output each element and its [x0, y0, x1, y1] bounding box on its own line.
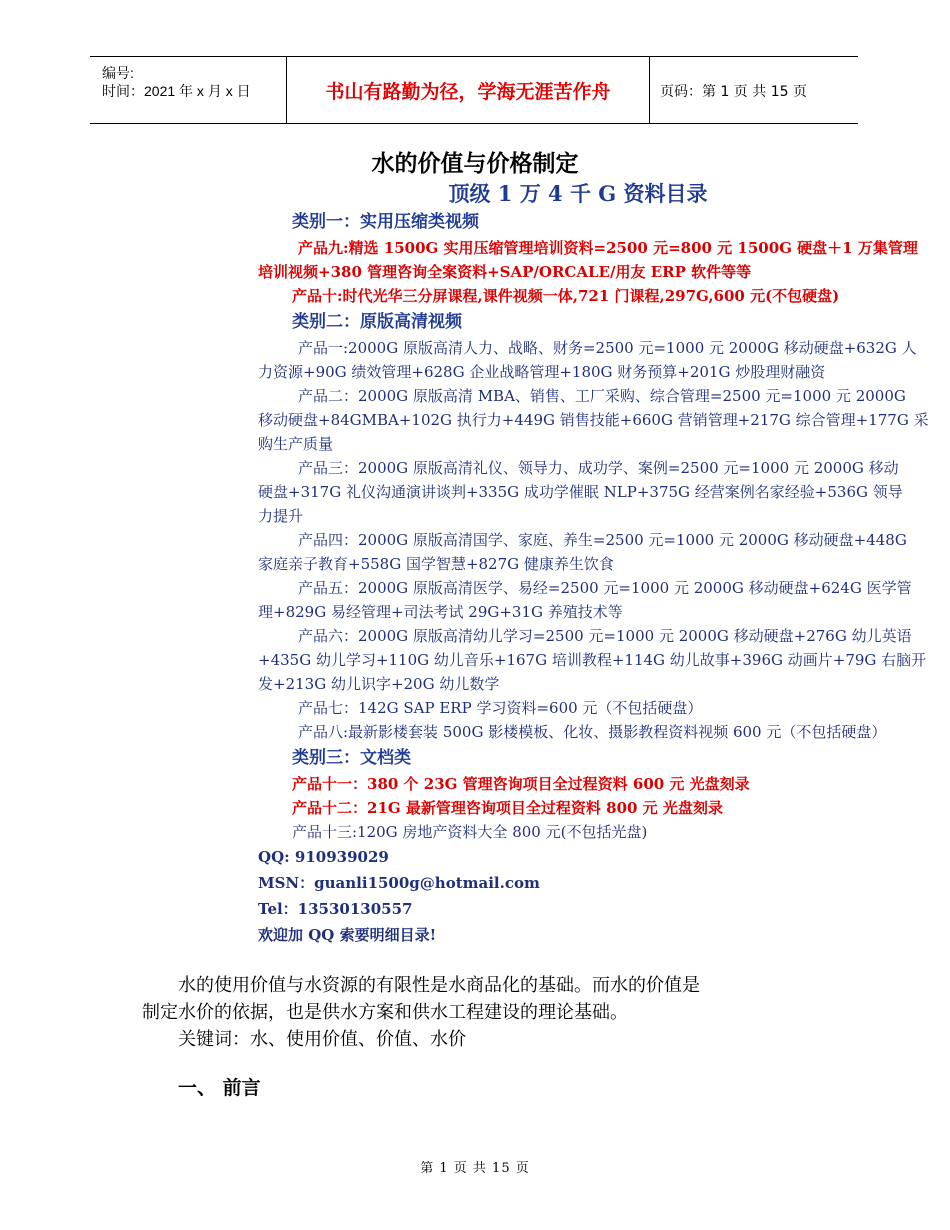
catalog-block [258, 178, 929, 948]
product-5-line-1: 产品五：2000G 原版高清医学、易经=2500 元=1000 元 2000G 移动硬盘+624G 医学管 [298, 579, 912, 597]
tel-contact: Tel：13530130557 [258, 900, 413, 918]
product-11: 产品十一：380 个 23G 管理咨询项目全过程资料 600 元 光盘刻录 [292, 775, 750, 793]
header-page-cell [650, 57, 858, 123]
product-6-line-2: +435G 幼儿学习+110G 幼儿音乐+167G 培训教程+114G 幼儿故事+396G 动画片+79G 右脑开 [258, 651, 927, 669]
motto: 书山有路勤为径，学海无涯苦作舟 [325, 81, 611, 103]
qq-contact: QQ: 910939029 [258, 848, 389, 866]
number-label: 编号: [102, 65, 134, 81]
product-3-line-2: 硬盘+317G 礼仪沟通演讲谈判+335G 成功学催眠 NLP+375G 经营案例名家经验+536G 领导 [258, 483, 903, 501]
product-1-line-1: 产品一:2000G 原版高清人力、战略、财务=2500 元=1000 元 2000G 移动硬盘+632G 人 [298, 339, 917, 357]
product-10: 产品十:时代光华三分屏课程,课件视频一体,721 门课程,297G,600 元(不包硬盘) [292, 287, 840, 305]
header-info-cell [90, 57, 287, 123]
section-heading-preface: 一、 前言 [178, 1077, 261, 1099]
category-3: 类别三：文档类 [292, 748, 411, 768]
catalog-title: 顶级 1 万 4 千 G 资料目录 [448, 181, 708, 206]
body-text [142, 972, 822, 1053]
paragraph-1-line-1: 水的使用价值与水资源的有限性是水商品化的基础。而水的价值是 [178, 975, 700, 996]
product-4-line-1: 产品四：2000G 原版高清国学、家庭、养生=2500 元=1000 元 2000G 移动硬盘+448G [298, 531, 907, 549]
product-9-line-1: 产品九:精选 1500G 实用压缩管理培训资料=2500 元=800 元 1500G 硬盘＋1 万集管理 [298, 239, 918, 257]
paragraph-1-line-2: 制定水价的依据，也是供水方案和供水工程建设的理论基础。 [142, 1002, 628, 1023]
msn-contact: MSN：guanli1500g@hotmail.com [258, 874, 540, 892]
page-footer: 第 1 页 共 15 页 [420, 1161, 530, 1176]
category-2: 类别二：原版高清视频 [292, 312, 462, 332]
category-1: 类别一：实用压缩类视频 [292, 212, 479, 232]
product-2-line-3: 购生产质量 [258, 435, 334, 453]
product-3-line-1: 产品三：2000G 原版高清礼仪、领导力、成功学、案例=2500 元=1000 元 2000G 移动 [298, 459, 899, 477]
product-7: 产品七：142G SAP ERP 学习资料=600 元（不包括硬盘） [298, 699, 703, 717]
product-6-line-1: 产品六：2000G 原版高清幼儿学习=2500 元=1000 元 2000G 移动硬盘+276G 幼儿英语 [298, 627, 912, 645]
header-table [90, 56, 858, 124]
product-4-line-2: 家庭亲子教育+558G 国学智慧+827G 健康养生饮食 [258, 555, 614, 573]
welcome-note: 欢迎加 QQ 索要明细目录! [258, 926, 437, 944]
product-13: 产品十三:120G 房地产资料大全 800 元(不包括光盘) [292, 823, 648, 841]
product-3-line-3: 力提升 [258, 507, 304, 525]
product-2-line-1: 产品二：2000G 原版高清 MBA、销售、工厂采购、综合管理=2500 元=1000 元 2000G [298, 387, 906, 405]
product-2-line-2: 移动硬盘+84GMBA+102G 执行力+449G 销售技能+660G 营销管理+217G 综合管理+177G 采 [258, 411, 929, 429]
header-motto-cell [287, 57, 650, 123]
product-5-line-2: 理+829G 易经管理+司法考试 29G+31G 养殖技术等 [258, 603, 623, 621]
product-12: 产品十二：21G 最新管理咨询项目全过程资料 800 元 光盘刻录 [292, 799, 723, 817]
product-6-line-3: 发+213G 幼儿识字+20G 幼儿数学 [258, 675, 500, 693]
product-8: 产品八:最新影楼套装 500G 影楼模板、化妆、摄影教程资料视频 600 元（不包括硬盘） [298, 723, 887, 741]
page-label: 页码：第 1 页 共 15 页 [660, 84, 807, 100]
document-title: 水的价值与价格制定 [371, 151, 579, 177]
product-9-line-2: 培训视频+380 管理咨询全案资料+SAP/ORCALE/用友 ERP 软件等等 [258, 263, 752, 281]
keywords: 关键词：水、使用价值、价值、水价 [178, 1029, 466, 1050]
product-1-line-2: 力资源+90G 绩效管理+628G 企业战略管理+180G 财务预算+201G 炒股理财融资 [258, 363, 826, 381]
time-label: 时间：2021 年 x 月 x 日 [102, 83, 251, 99]
